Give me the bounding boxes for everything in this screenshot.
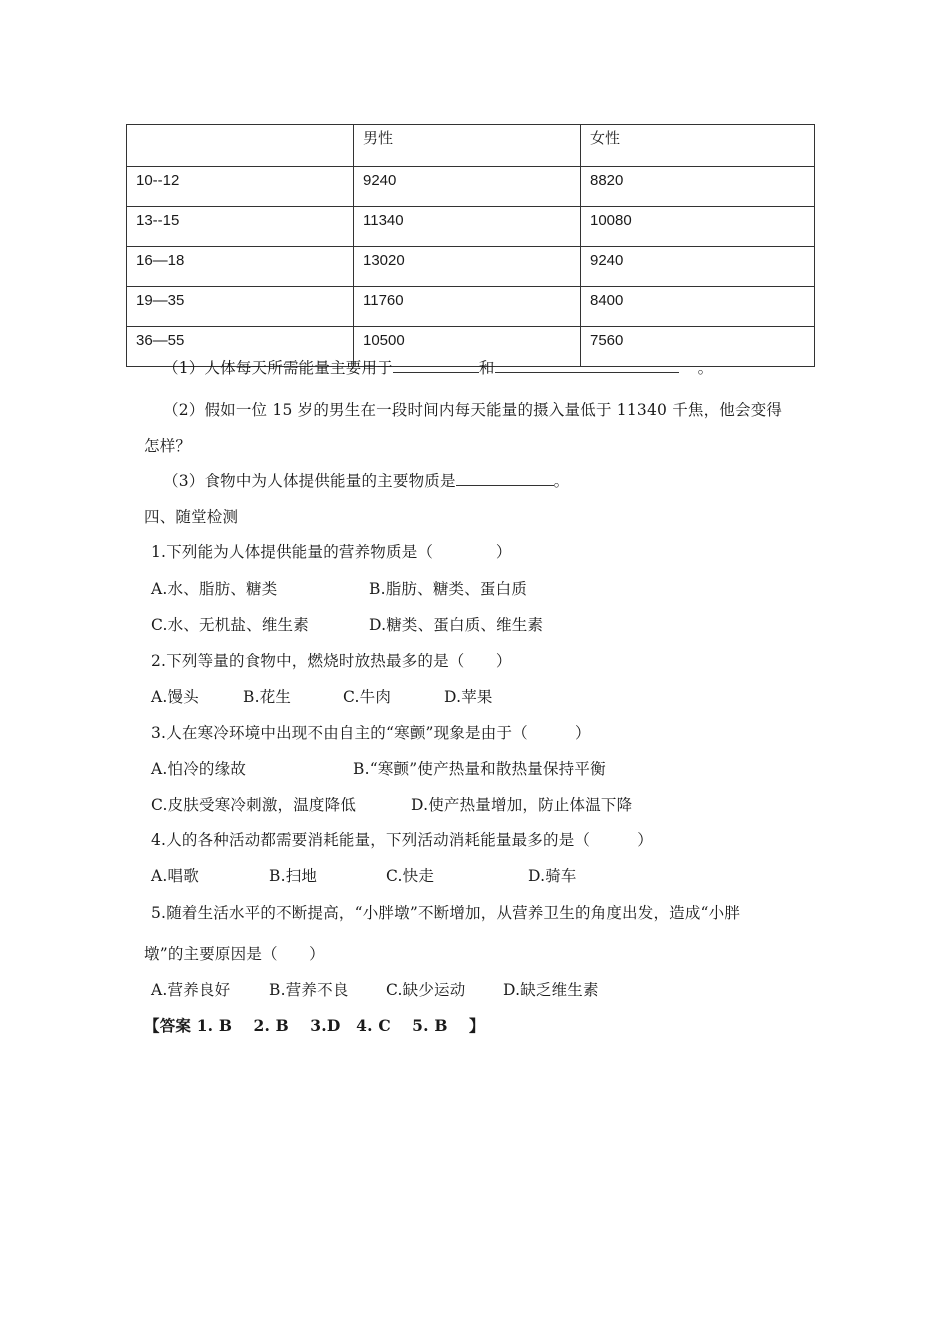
- table-cell: 19—35: [127, 287, 354, 327]
- table-cell: 11340: [354, 207, 581, 247]
- item-1-stem: 1.下列能为人体提供能量的营养物质是（ ）: [151, 543, 512, 561]
- table-row: [127, 167, 815, 207]
- option-a: A.馒头: [151, 688, 199, 706]
- answer-blank: [456, 470, 554, 486]
- option-a: A.营养良好: [151, 981, 231, 999]
- option-a: A.怕冷的缘故: [151, 760, 247, 778]
- answer-key: 【答案 1. B 2. B 3.D 4. C 5. B 】: [144, 1016, 485, 1035]
- item-4-options: [151, 865, 577, 887]
- option-b: B.花生: [243, 688, 292, 706]
- question-3: [163, 470, 569, 492]
- option-b: B.扫地: [269, 867, 318, 885]
- table-header-cell: 男性: [354, 125, 581, 167]
- answer-blank: [393, 357, 479, 373]
- answer-blank: [495, 357, 679, 373]
- option-d: D.使产热量增加，防止体温下降: [411, 796, 633, 814]
- table-cell: 36—55: [127, 327, 354, 367]
- question-2-line-1: （2）假如一位 15 岁的男生在一段时间内每天能量的摄入量低于 11340 千焦，他会变得: [163, 401, 783, 419]
- table-row: [127, 247, 815, 287]
- item-5-stem-line-1: 5.随着生活水平的不断提高，“小胖墩”不断增加，从营养卫生的角度出发，造成“小胖: [151, 904, 741, 922]
- table-cell: 8820: [581, 167, 815, 207]
- option-c: C.缺少运动: [386, 981, 466, 999]
- item-3-options-row-1: [151, 758, 606, 780]
- table-header-row: [127, 125, 815, 167]
- item-1-options-row-1: [151, 578, 527, 600]
- question-3-suffix: 。: [553, 472, 570, 490]
- table-cell: 13--15: [127, 207, 354, 247]
- table-row: [127, 287, 815, 327]
- table-cell: 9240: [354, 167, 581, 207]
- option-c: C.快走: [386, 867, 435, 885]
- question-1-suffix: 。: [697, 359, 714, 377]
- item-1-options-row-2: [151, 614, 543, 636]
- table-header-cell: [127, 125, 354, 167]
- table-cell: 13020: [354, 247, 581, 287]
- item-5-stem-line-2: 墩”的主要原因是（ ）: [144, 945, 325, 963]
- table-cell: 8400: [581, 287, 815, 327]
- item-4-stem: 4.人的各种活动都需要消耗能量，下列活动消耗能量最多的是（ ）: [151, 831, 653, 849]
- question-3-prefix: （3）食物中为人体提供能量的主要物质是: [163, 472, 456, 490]
- option-d: D.骑车: [528, 867, 577, 885]
- table-row: [127, 207, 815, 247]
- table-cell: 11760: [354, 287, 581, 327]
- section-title: 四、随堂检测: [144, 508, 239, 526]
- option-d: D.糖类、蛋白质、维生素: [369, 616, 544, 634]
- question-1: [163, 357, 713, 379]
- table-cell: 10--12: [127, 167, 354, 207]
- question-1-prefix: （1）人体每天所需能量主要用于: [163, 359, 393, 377]
- table-cell: 16—18: [127, 247, 354, 287]
- item-5-options: [151, 979, 599, 1001]
- option-c: C.牛肉: [343, 688, 392, 706]
- item-3-stem: 3.人在寒冷环境中出现不由自主的“寒颤”现象是由于（ ）: [151, 724, 591, 742]
- table-cell: 10500: [354, 327, 581, 367]
- option-d: D.苹果: [444, 688, 493, 706]
- table-cell: 9240: [581, 247, 815, 287]
- question-1-mid: 和: [478, 359, 495, 377]
- question-2-line-2: 怎样？: [144, 437, 192, 455]
- table-cell: 10080: [581, 207, 815, 247]
- table-header-cell: 女性: [581, 125, 815, 167]
- energy-intake-table: [126, 124, 815, 367]
- option-d: D.缺乏维生素: [503, 981, 599, 999]
- option-b: B.营养不良: [269, 981, 349, 999]
- option-c: C.水、无机盐、维生素: [151, 616, 309, 634]
- item-3-options-row-2: [151, 794, 632, 816]
- table-cell: 7560: [581, 327, 815, 367]
- option-a: A.水、脂肪、糖类: [151, 580, 278, 598]
- option-a: A.唱歌: [151, 867, 199, 885]
- option-b: B.脂肪、糖类、蛋白质: [369, 580, 528, 598]
- item-2-stem: 2.下列等量的食物中，燃烧时放热最多的是（ ）: [151, 652, 512, 670]
- item-2-options: [151, 686, 493, 708]
- option-c: C.皮肤受寒冷刺激，温度降低: [151, 796, 357, 814]
- option-b: B.“寒颤”使产热量和散热量保持平衡: [353, 760, 606, 778]
